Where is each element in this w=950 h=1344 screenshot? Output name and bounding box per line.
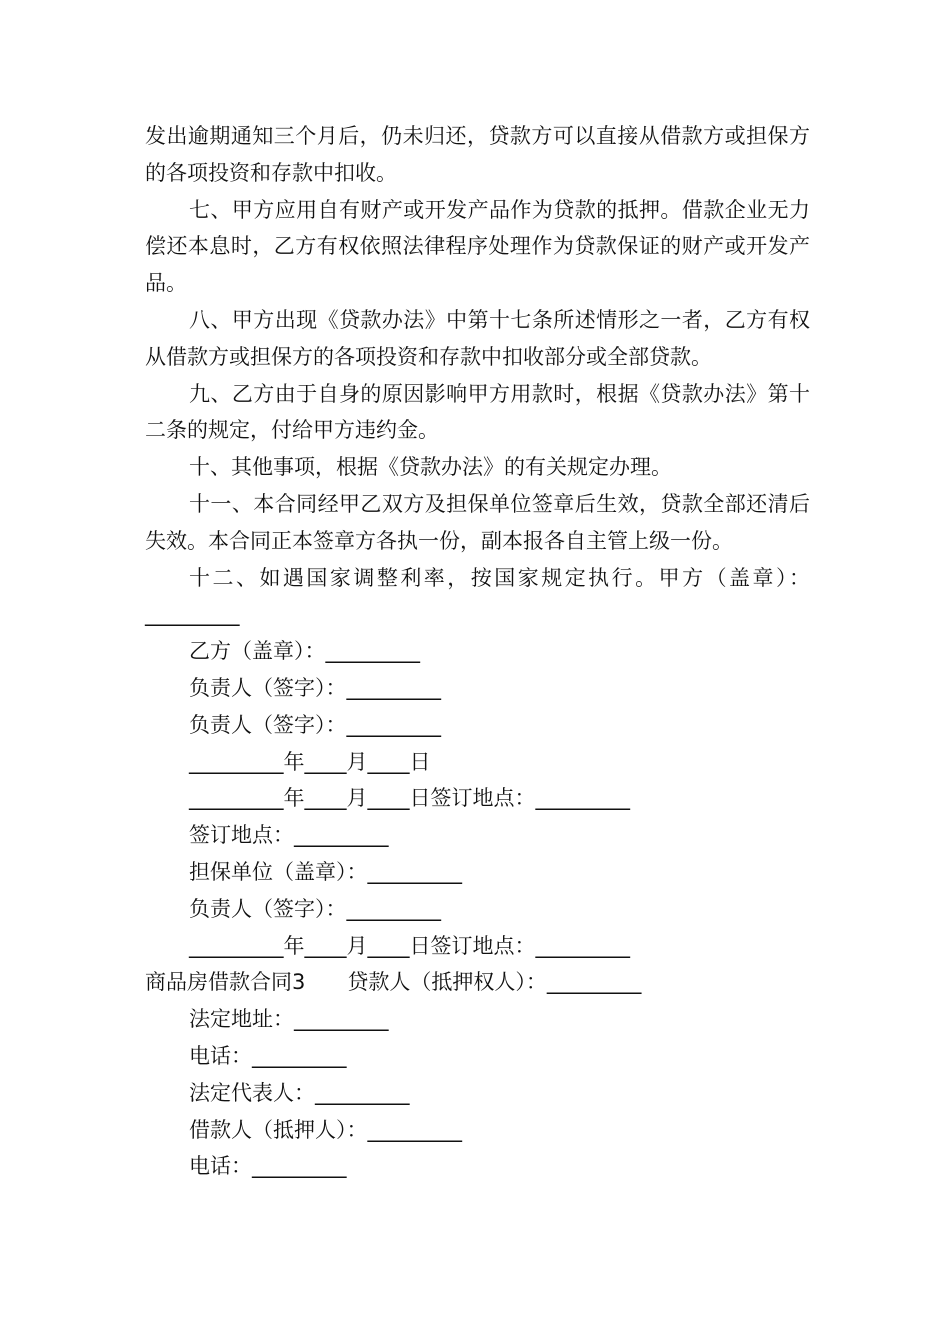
section-title: 商品房借款合同3 (145, 970, 306, 995)
document-page (145, 118, 810, 1185)
phone-field: 电话：_________ (189, 1154, 347, 1179)
paragraph-clause-9: 九、乙方由于自身的原因影响甲方用款时，根据《贷款办法》第十二条的规定，付给甲方违约金。 (145, 381, 810, 443)
guarantor-seal-field: 担保单位（盖章）：_________ (189, 859, 462, 884)
legal-address-field: 法定地址：_________ (189, 1007, 389, 1032)
lender-mortgagee-field: 贷款人（抵押权人）：_________ (347, 970, 642, 995)
paragraph-clause-12: 十二、如遇国家调整利率，按国家规定执行。甲方（盖章）：_________ (145, 565, 810, 627)
date-signing-place-field: _________年____月____日签订地点：_________ (189, 786, 630, 811)
responsible-person-signature-field: 负责人（签字）：_________ (189, 712, 441, 737)
paragraph-clause-7: 七、甲方应用自有财产或开发产品作为贷款的抵押。借款企业无力偿还本息时，乙方有权依照法律程序处理作为贷款保证的财产或开发产品。 (145, 197, 810, 296)
paragraph-clause-8: 八、甲方出现《贷款办法》中第十七条所述情形之一者，乙方有权从借款方或担保方的各项投资和存款中扣收部分或全部贷款。 (145, 307, 810, 369)
phone-field: 电话：_________ (189, 1043, 347, 1068)
borrower-mortgagor-field: 借款人（抵押人）：_________ (189, 1117, 462, 1142)
paragraph-continuation: 发出逾期通知三个月后，仍未归还，贷款方可以直接从借款方或担保方的各项投资和存款中扣收。 (145, 124, 810, 185)
paragraph-clause-10: 十、其他事项，根据《贷款办法》的有关规定办理。 (189, 455, 672, 480)
date-field: _________年____月____日 (189, 749, 431, 774)
date-signing-place-field: _________年____月____日签订地点：_________ (189, 933, 630, 958)
responsible-person-signature-field: 负责人（签字）：_________ (189, 675, 441, 700)
paragraph-clause-11: 十一、本合同经甲乙双方及担保单位签章后生效，贷款全部还清后失效。本合同正本签章方各执一份，副本报各自主管上级一份。 (145, 491, 810, 553)
legal-representative-field: 法定代表人：_________ (189, 1080, 410, 1105)
party-b-seal-field: 乙方（盖章）：_________ (189, 639, 420, 664)
signing-place-field: 签订地点：_________ (189, 823, 389, 848)
section-heading-line (145, 964, 810, 1001)
responsible-person-signature-field: 负责人（签字）：_________ (189, 896, 441, 921)
